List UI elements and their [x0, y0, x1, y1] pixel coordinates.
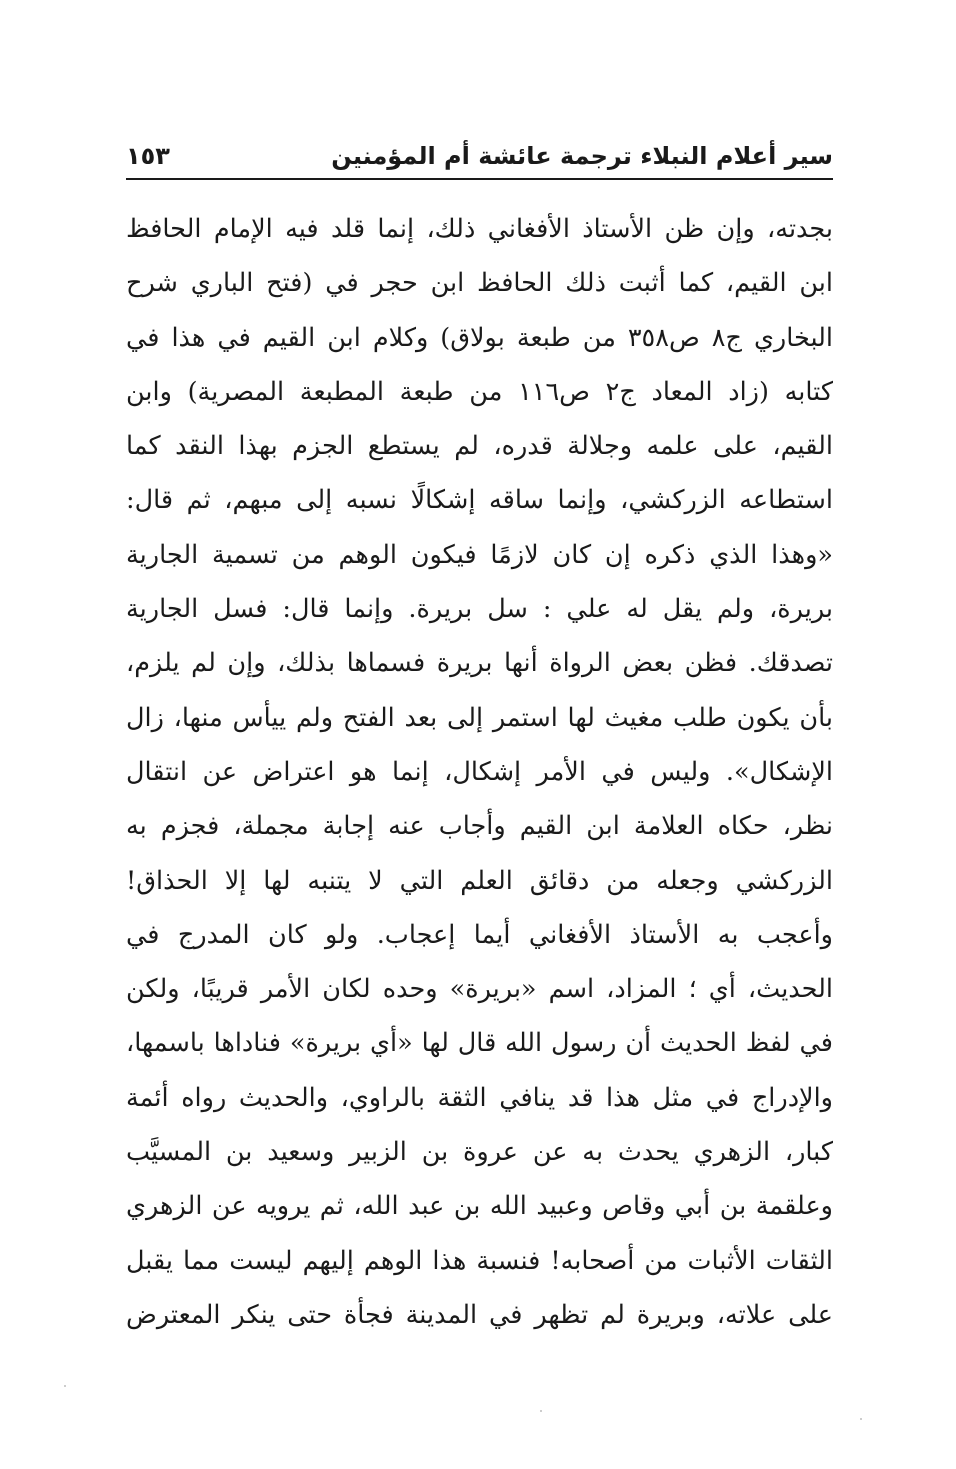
text-line: والإدراج في مثل هذا قد ينافي الثقة بالراوي، والحديث رواه أئمة	[126, 1082, 833, 1113]
text-line: بجدته، وإن ظن الأستاذ الأفغاني ذلك، إنما قلد فيه الإمام الحافظ	[126, 214, 833, 244]
body-text	[126, 202, 833, 1342]
text-line: الحديث، أي ؛ المزاد، اسم «بريرة» وحده لكان الأمر قريبًا، ولكن	[126, 974, 833, 1005]
text-line: استطاعه الزركشي، وإنما ساقه إشكالًا نسبه إلى مبهم، ثم قال:	[126, 485, 833, 516]
text-line: تصدقك. فظن بعض الرواة أنها بريرة فسماها بذلك، وإن لم يلزم،	[126, 648, 833, 679]
text-line: نظر، حكاه العلامة ابن القيم وأجاب عنه إجابة مجملة، فجزم به	[126, 811, 833, 842]
text-line: بريرة، ولم يقل له علي : سل بريرة. وإنما قال: فسل الجارية	[126, 594, 833, 625]
text-line: كبار، الزهري يحدث به عن عروة بن الزبير وسعيد بن المسيَّب	[126, 1137, 833, 1168]
text-line: الثقات الأثبات من أصحابه! فنسبة هذا الوهم إليهم ليست مما يقبل	[126, 1245, 833, 1276]
scan-speck	[64, 1385, 66, 1387]
text-line: البخاري ج٨ ص٣٥٨ من طبعة بولاق) وكلام ابن القيم في هذا في	[126, 322, 833, 353]
header-divider	[126, 178, 833, 180]
text-line: الزركشي وجعله من دقائق العلم التي لا يتنبه لها إلا الحذاق!	[126, 865, 833, 896]
text-line: على علاته، وبريرة لم تظهر في المدينة فجأة حتى ينكر المعترض	[126, 1299, 833, 1330]
text-line: الإشكال». وليس في الأمر إشكال، إنما هو اعتراض عن انتقال	[126, 756, 833, 787]
text-line: بأن يكون طلب مغيث لها استمر إلى بعد الفتح ولم ييأس منها، زال	[126, 702, 833, 733]
page-number: ١٥٣	[126, 142, 170, 170]
text-line: ابن القيم، كما أثبت ذلك الحافظ ابن حجر في (فتح الباري شرح	[126, 268, 833, 299]
text-line: وأعجب به الأستاذ الأفغاني أيما إعجاب. ولو كان المدرج في	[126, 919, 833, 950]
text-line: القيم، على علمه وجلالة قدره، لم يستطع الجزم بهذا النقد كما	[126, 431, 833, 462]
scan-speck	[860, 1418, 862, 1420]
running-header	[126, 128, 833, 176]
text-line: في لفظ الحديث أن رسول الله قال لها «أي بريرة» فناداها باسمها،	[126, 1028, 833, 1059]
header-title: سير أعلام النبلاء ترجمة عائشة أم المؤمنين	[331, 142, 833, 170]
text-line: وعلقمة بن أبي وقاص وعبيد الله بن عبد الله، ثم يرويه عن الزهري	[126, 1191, 833, 1222]
scan-speck	[540, 1410, 542, 1412]
text-line: «وهذا الذي ذكره إن كان لازمًا فيكون الوهم من تسمية الجارية	[126, 539, 833, 570]
text-line: كتابه (زاد المعاد ج٢ ص١١٦ من طبعة المطبعة المصرية) وابن	[126, 376, 833, 407]
